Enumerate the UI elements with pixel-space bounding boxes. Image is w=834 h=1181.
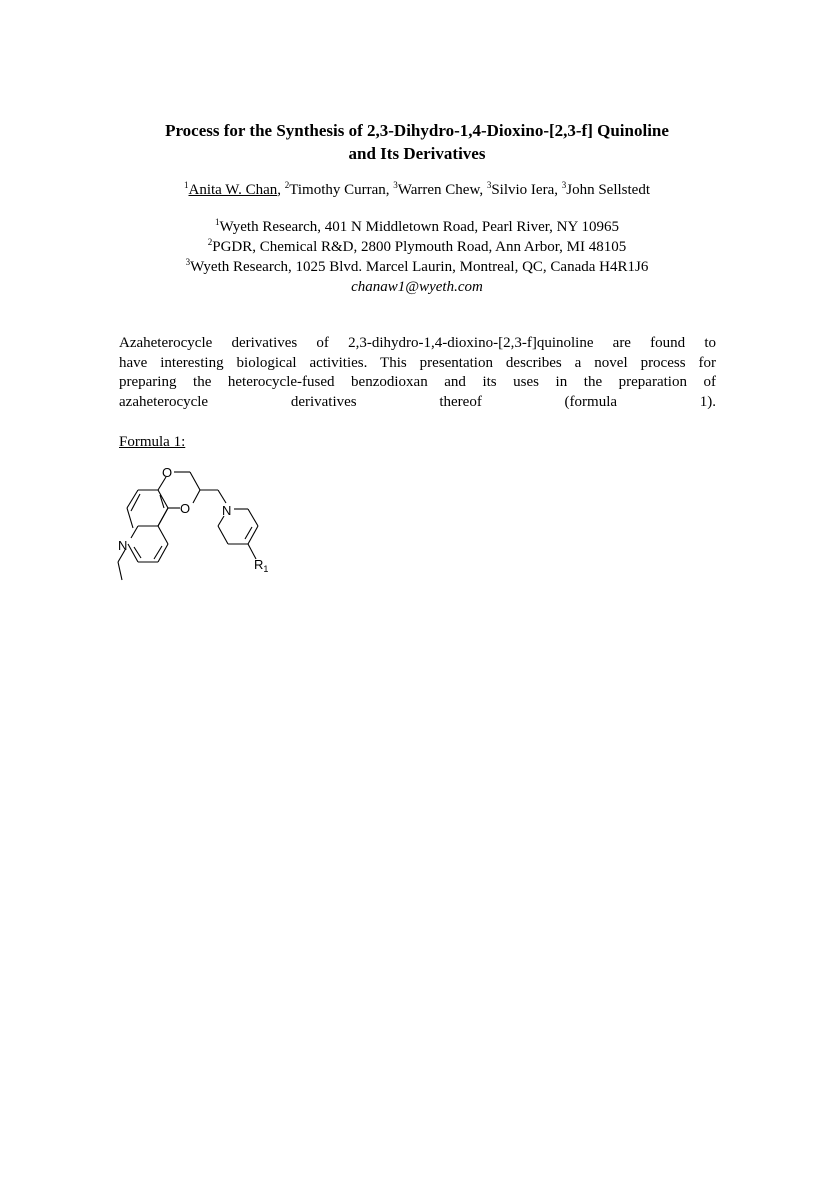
abstract-line: preparing the heterocycle-fused benzodioxan and its uses in the preparation of [119, 374, 716, 390]
author: $^3$Silvio Iera, [486, 180, 562, 198]
contact-email: chanaw1@wyeth.com [351, 279, 483, 295]
author-list [80, 180, 754, 200]
paper-title [100, 119, 734, 165]
title-line-1: Process for the Synthesis of 2,3-Dihydro-1,4-Dioxino-[2,3-f] Quinoline [165, 121, 669, 140]
author-name: Timothy Curran [289, 182, 386, 198]
title-line-2: and Its Derivatives [348, 144, 486, 163]
atom-label-nitrogen: N [222, 503, 232, 518]
author-name: Silvio Iera [491, 182, 555, 198]
author: $^3$Warren Chew, [393, 180, 487, 198]
author: $^3$John Sellstedt [561, 180, 650, 198]
atom-label-oxygen: O [162, 465, 173, 480]
abstract-line: azaheterocycle derivatives thereof (formula 1). [119, 393, 716, 410]
affiliation: $^1$Wyeth Research, 401 N Middletown Road, Pearl River, NY 10965 [214, 217, 620, 235]
substituent-label: $R_1$ [254, 557, 269, 574]
author: $^2$Timothy Curran, [284, 180, 394, 198]
abstract-paragraph [119, 334, 716, 412]
atom-label-oxygen: O [180, 501, 191, 516]
affiliations [80, 217, 754, 297]
author-name: Warren Chew [397, 182, 480, 198]
abstract-line: Azaheterocycle derivatives of 2,3-dihydro-1,4-dioxino-[2,3-f]quinoline are found to [119, 335, 716, 351]
author-name: Anita W. Chan [188, 182, 278, 198]
formula-label: Formula 1: [119, 434, 186, 450]
atom-label-nitrogen: N [118, 538, 128, 553]
affiliation: $^3$Wyeth Research, 1025 Blvd. Marcel Laurin, Montreal, QC, Canada H4R1J6 [185, 257, 649, 275]
affiliation: $^2$PGDR, Chemical R&D, 2800 Plymouth Road, Ann Arbor, MI 48105 [207, 237, 627, 255]
author-name: John Sellstedt [566, 182, 650, 198]
abstract-line: have interesting biological activities. This presentation describes a novel process for [119, 354, 716, 371]
chemical-structure-formula-1 [110, 455, 290, 585]
author: $^1$Anita W. Chan, [183, 180, 285, 198]
